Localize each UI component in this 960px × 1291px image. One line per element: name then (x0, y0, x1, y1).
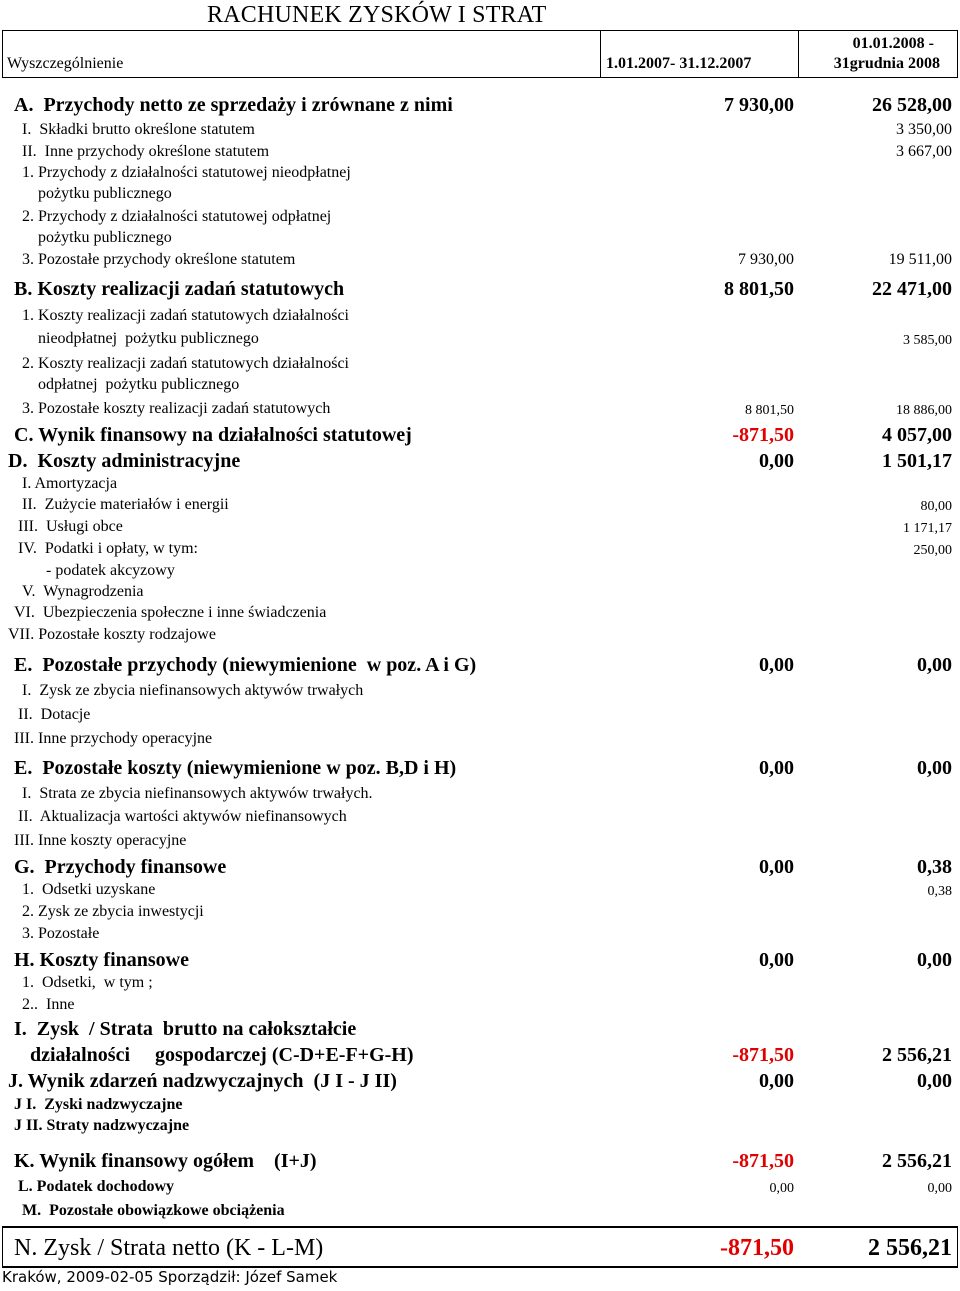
value-2007: 8 801,50 (724, 278, 794, 300)
value-2007: -871,50 (732, 1150, 794, 1172)
value-2007: 0,00 (759, 757, 794, 779)
row-label: E. Pozostałe przychody (niewymienione w poz. A i G) (14, 654, 477, 676)
value-2008: 2 556,21 (882, 1044, 952, 1066)
value-2008: 22 471,00 (872, 278, 952, 300)
value-2007: -871,50 (732, 1044, 794, 1066)
row-label: I. Składki brutto określone statutem (22, 121, 255, 138)
row-label-cont: odpłatnej pożytku publicznego (38, 376, 240, 393)
divider-left (2, 1226, 3, 1268)
row-label: J I. Zyski nadzwyczajne (14, 1096, 183, 1113)
value-2007: 0,00 (759, 949, 794, 971)
row-label: I. Zysk / Strata brutto na całokształcie (14, 1018, 357, 1040)
value-2008: 0,00 (917, 757, 952, 779)
row-label: 3. Pozostałe (22, 925, 100, 942)
row-label: N. Zysk / Strata netto (K - L-M) (14, 1235, 324, 1261)
value-2007: 0,00 (759, 1070, 794, 1092)
row-label: I. Amortyzacja (22, 475, 118, 492)
value-2007: 0,00 (759, 856, 794, 878)
value-2008: 0,00 (917, 654, 952, 676)
value-2007: 7 930,00 (724, 94, 794, 116)
row-label: L. Podatek dochodowy (18, 1178, 175, 1195)
row-label: D. Koszty administracyjne (8, 450, 241, 472)
row-label: III. Usługi obce (18, 518, 123, 535)
row-label: II. Zużycie materiałów i energii (22, 496, 229, 513)
row-label: II. Inne przychody określone statutem (22, 143, 270, 160)
row-label: B. Koszty realizacji zadań statutowych (14, 278, 345, 300)
value-2008: 4 057,00 (882, 424, 952, 446)
value-2008: 3 350,00 (896, 121, 952, 138)
value-2007: 7 930,00 (738, 251, 794, 268)
row-label: III. Inne przychody operacyjne (14, 730, 213, 747)
row-label: 1. Odsetki uzyskane (22, 881, 156, 898)
value-2008: 0,00 (917, 1070, 952, 1092)
row-label: 2. Przychody z działalności statutowej odpłatnej (22, 208, 332, 225)
row-label: III. Inne koszty operacyjne (14, 832, 187, 849)
header-label: Wyszczególnienie (7, 55, 124, 72)
row-label: 2. Koszty realizacji zadań statutowych działalności (22, 355, 349, 372)
row-label: I. Zysk ze zbycia niefinansowych aktywów trwałych (22, 682, 364, 699)
footer-signature: Kraków, 2009-02-05 Sporządził: Józef Samek (2, 1268, 338, 1286)
row-label-cont: pożytku publicznego (38, 229, 172, 246)
table-header (2, 30, 958, 78)
divider-top (2, 1226, 958, 1228)
value-2008: 1 171,17 (903, 521, 952, 536)
row-label: I. Strata ze zbycia niefinansowych aktywów trwałych. (22, 785, 373, 802)
row-label: 1. Koszty realizacji zadań statutowych działalności (22, 307, 349, 324)
value-2008: 0,00 (917, 949, 952, 971)
value-2008: 0,00 (927, 1181, 952, 1196)
value-2008: 18 886,00 (896, 403, 952, 418)
row-label: M. Pozostałe obowiązkowe obciążenia (22, 1202, 285, 1219)
row-label: 3. Pozostałe koszty realizacji zadań statutowych (22, 400, 331, 417)
row-label: 2. Zysk ze zbycia inwestycji (22, 903, 204, 920)
row-label-cont: nieodpłatnej pożytku publicznego (38, 330, 259, 347)
value-2008: 250,00 (913, 543, 952, 558)
row-label: II. Aktualizacja wartości aktywów niefinansowych (18, 808, 347, 825)
row-label: 1. Przychody z działalności statutowej nieodpłatnej (22, 164, 351, 181)
row-label: IV. Podatki i opłaty, w tym: (18, 540, 198, 557)
row-label: H. Koszty finansowe (14, 949, 189, 971)
value-2008: 19 511,00 (888, 251, 952, 268)
row-label-cont: pożytku publicznego (38, 185, 172, 202)
row-label: 2.. Inne (22, 996, 75, 1013)
row-label: V. Wynagrodzenia (22, 583, 144, 600)
header-border (2, 31, 3, 77)
header-col-2008-line1: 01.01.2008 - (852, 35, 934, 52)
row-label: VII. Pozostałe koszty rodzajowe (8, 626, 216, 643)
row-label: 1. Odsetki, w tym ; (22, 974, 153, 991)
row-label: 3. Pozostałe przychody określone statutem (22, 251, 296, 268)
value-2008: 80,00 (920, 499, 952, 514)
value-2007: 0,00 (759, 654, 794, 676)
row-label: K. Wynik finansowy ogółem (I+J) (14, 1150, 317, 1172)
row-label: J. Wynik zdarzeń nadzwyczajnych (J I - J II) (8, 1070, 397, 1092)
value-2008: 26 528,00 (872, 94, 952, 116)
row-label: A. Przychody netto ze sprzedaży i zrównane z nimi (14, 94, 453, 116)
header-col-2007: 1.01.2007- 31.12.2007 (606, 55, 752, 72)
value-2008: 0,38 (927, 884, 952, 899)
value-2008: 2 556,21 (882, 1150, 952, 1172)
value-2007: 0,00 (769, 1181, 794, 1196)
value-2008: 3 585,00 (903, 333, 952, 348)
row-label: J II. Straty nadzwyczajne (14, 1117, 190, 1134)
value-2007: 8 801,50 (745, 403, 794, 418)
row-label: C. Wynik finansowy na działalności statutowej (14, 424, 412, 446)
header-border (957, 31, 958, 77)
row-label: - podatek akcyzowy (46, 562, 175, 579)
row-label: VI. Ubezpieczenia społeczne i inne świadczenia (14, 604, 327, 621)
value-2007: 0,00 (759, 450, 794, 472)
row-label: G. Przychody finansowe (14, 856, 227, 878)
divider-right (957, 1226, 958, 1268)
header-col-2008-line2: 31grudnia 2008 (833, 55, 940, 72)
row-label: E. Pozostałe koszty (niewymienione w poz. B,D i H) (14, 757, 457, 779)
value-2008: 2 556,21 (868, 1235, 952, 1261)
value-2008: 0,38 (917, 856, 952, 878)
header-border (798, 31, 799, 77)
value-2008: 3 667,00 (896, 143, 952, 160)
header-border (600, 31, 601, 77)
row-label-cont: działalności gospodarczej (C-D+E-F+G-H) (30, 1044, 414, 1066)
value-2007: -871,50 (720, 1235, 794, 1261)
row-label: II. Dotacje (18, 706, 91, 723)
value-2007: -871,50 (732, 424, 794, 446)
page-title: RACHUNEK ZYSKÓW I STRAT (207, 2, 547, 28)
value-2008: 1 501,17 (882, 450, 952, 472)
